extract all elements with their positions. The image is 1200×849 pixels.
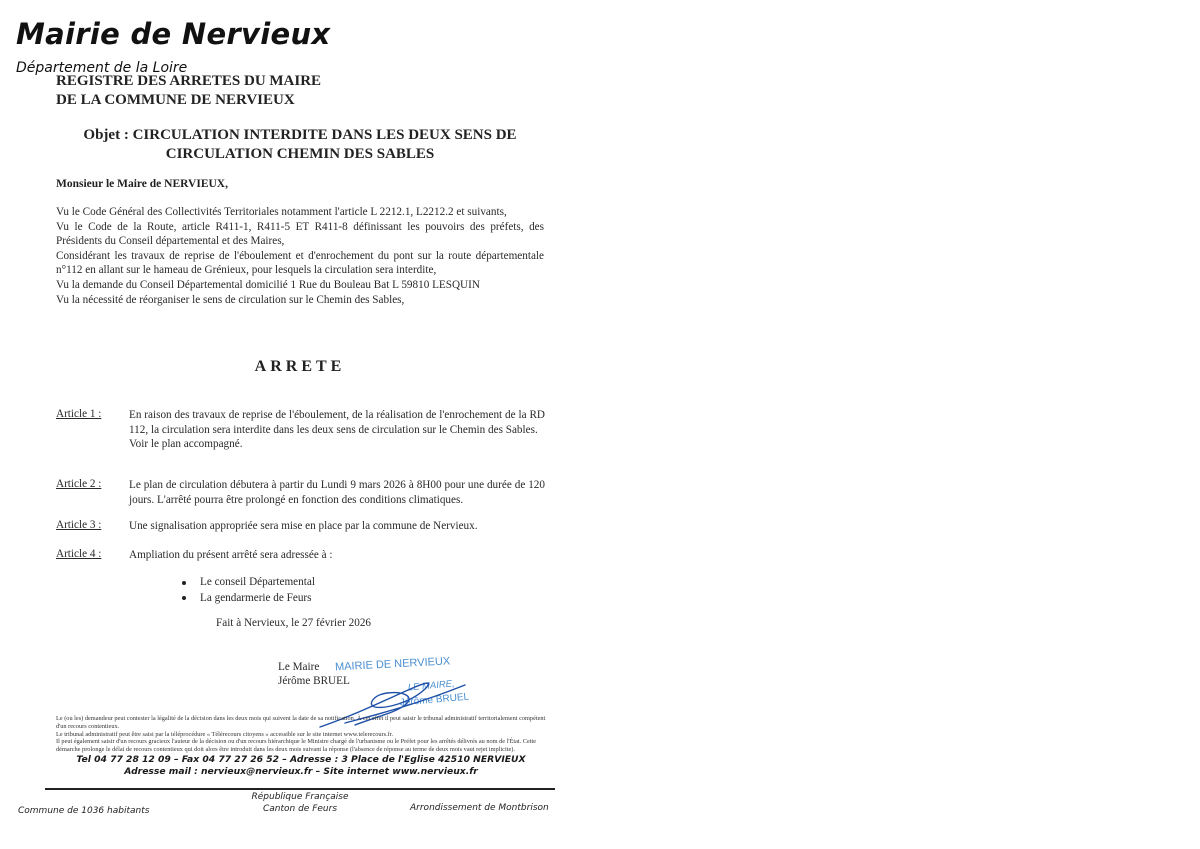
visa-3: Considérant les travaux de reprise de l'éboulement et d'enrochement du pont sur la route départementale n°112 en allant sur le hameau de Grénieux, pour lesquels la circulation sera interdite, [56, 249, 544, 277]
bullet-icon [182, 581, 186, 585]
fait-line: Fait à Nervieux, le 27 février 2026 [216, 617, 372, 629]
footer-arrondissement: Arrondissement de Montbrison [410, 803, 549, 813]
objet-heading [0, 126, 600, 164]
recipient-2: La gendarmerie de Feurs [200, 591, 312, 604]
legal-line-3: Il peut également saisir d'un recours gracieux l'auteur de la décision ou d'un recours hiérarchique le Ministre chargé de l'urbanisme ou le Préfet pour les arrêtés délivrés au nom de l'État. Cette démarche prolonge le délai de recours contentieux qui doit alors être introduit dans les deux mois suivant la réponse (l'absence de réponse au terme de deux mois vaut rejet implicite). [56, 738, 537, 754]
stamp-line-2: LE MAIRE, [407, 678, 456, 694]
bullet-icon [182, 596, 186, 600]
legal-notice [56, 715, 546, 754]
list-item [182, 591, 315, 607]
legal-line-2: Le tribunal administratif peut être saisi par la téléprocédure « Télérecours citoyens » accessible sur le site internet www.telerecours.fr. [56, 730, 394, 738]
article-1-body: En raison des travaux de reprise de l'éboulement, de la réalisation de l'enrochement de la RD 112, la circulation sera interdite dans les deux sens de circulation sur le Chemin des Sables. [129, 409, 545, 436]
footer-republique: République Française [251, 792, 349, 802]
visa-2: Vu le Code de la Route, article R411-1, R411-5 ET R411-8 définissant les pouvoirs des préfets, des Présidents du Conseil départemental et des Maires, [56, 220, 544, 248]
stamp-line-3: Jérôme BRUEL [399, 691, 470, 709]
contact-line-1: Tel 04 77 28 12 09 – Fax 04 77 27 26 52 – Adresse : 3 Place de l'Eglise 42510 NERVIEUX [76, 754, 526, 765]
footer-center [200, 791, 400, 815]
article-1-label: Article 1 : [56, 408, 102, 420]
objet-line-1: Objet : CIRCULATION INTERDITE DANS LES DEUX SENS DE [83, 127, 517, 143]
article-2-text: Le plan de circulation débutera à partir du Lundi 9 mars 2026 à 8H00 pour une durée de 120 jours. L'arrêté pourra être prolongé en fonction des conditions climatiques. [129, 479, 545, 506]
contact-block [56, 754, 546, 778]
article-3-label: Article 3 : [56, 519, 102, 531]
article-1-text [129, 408, 545, 452]
visas-block [56, 205, 544, 307]
article-3-text: Une signalisation appropriée sera mise en place par la commune de Nervieux. [129, 520, 478, 532]
article-2-label: Article 2 : [56, 478, 102, 490]
footer-divider [45, 788, 555, 790]
article-1-extra: Voir le plan accompagné. [129, 438, 243, 451]
footer-habitants: Commune de 1036 habitants [18, 806, 150, 816]
list-item [182, 575, 315, 591]
visa-1: Vu le Code Général des Collectivités Territoriales notamment l'article L 2212.1, L2212.2 et suivants, [56, 206, 507, 218]
departement-label: Département de la Loire [16, 60, 188, 76]
legal-line-1: Le (ou les) demandeur peut contester la légalité de la décision dans les deux mois qui suivent la date de sa notification. À cet effet il peut saisir le tribunal administratif territorialement compétent d'un recours contentieux. [56, 715, 546, 730]
registre-heading [56, 72, 321, 110]
recipient-1: Le conseil Départemental [200, 576, 315, 588]
stamp-line-1: MAIRIE DE NERVIEUX [334, 655, 451, 674]
visa-4: Vu la demande du Conseil Départemental domicilié 1 Rue du Bouleau Bat L 59810 LESQUIN [56, 278, 480, 291]
objet-line-2: CIRCULATION CHEMIN DES SABLES [165, 146, 435, 162]
registre-line-1: REGISTRE DES ARRETES DU MAIRE [56, 73, 322, 89]
maire-name: Jérôme BRUEL [278, 675, 350, 687]
monsieur-line: Monsieur le Maire de NERVIEUX, [56, 178, 228, 190]
maire-role: Le Maire [278, 661, 320, 673]
footer-canton: Canton de Feurs [262, 804, 338, 814]
visa-5: Vu la nécessité de réorganiser le sens de circulation sur le Chemin des Sables, [56, 293, 405, 306]
registre-line-2: DE LA COMMUNE DE NERVIEUX [56, 92, 295, 108]
article-4-text: Ampliation du présent arrêté sera adressée à : [129, 549, 333, 561]
contact-line-2: Adresse mail : nervieux@nervieux.fr – Site internet www.nervieux.fr [124, 766, 478, 777]
article-4-label: Article 4 : [56, 548, 102, 560]
mairie-title: Mairie de Nervieux [16, 17, 331, 51]
arrete-title: ARRETE [254, 358, 346, 375]
recipients-list [182, 575, 315, 606]
